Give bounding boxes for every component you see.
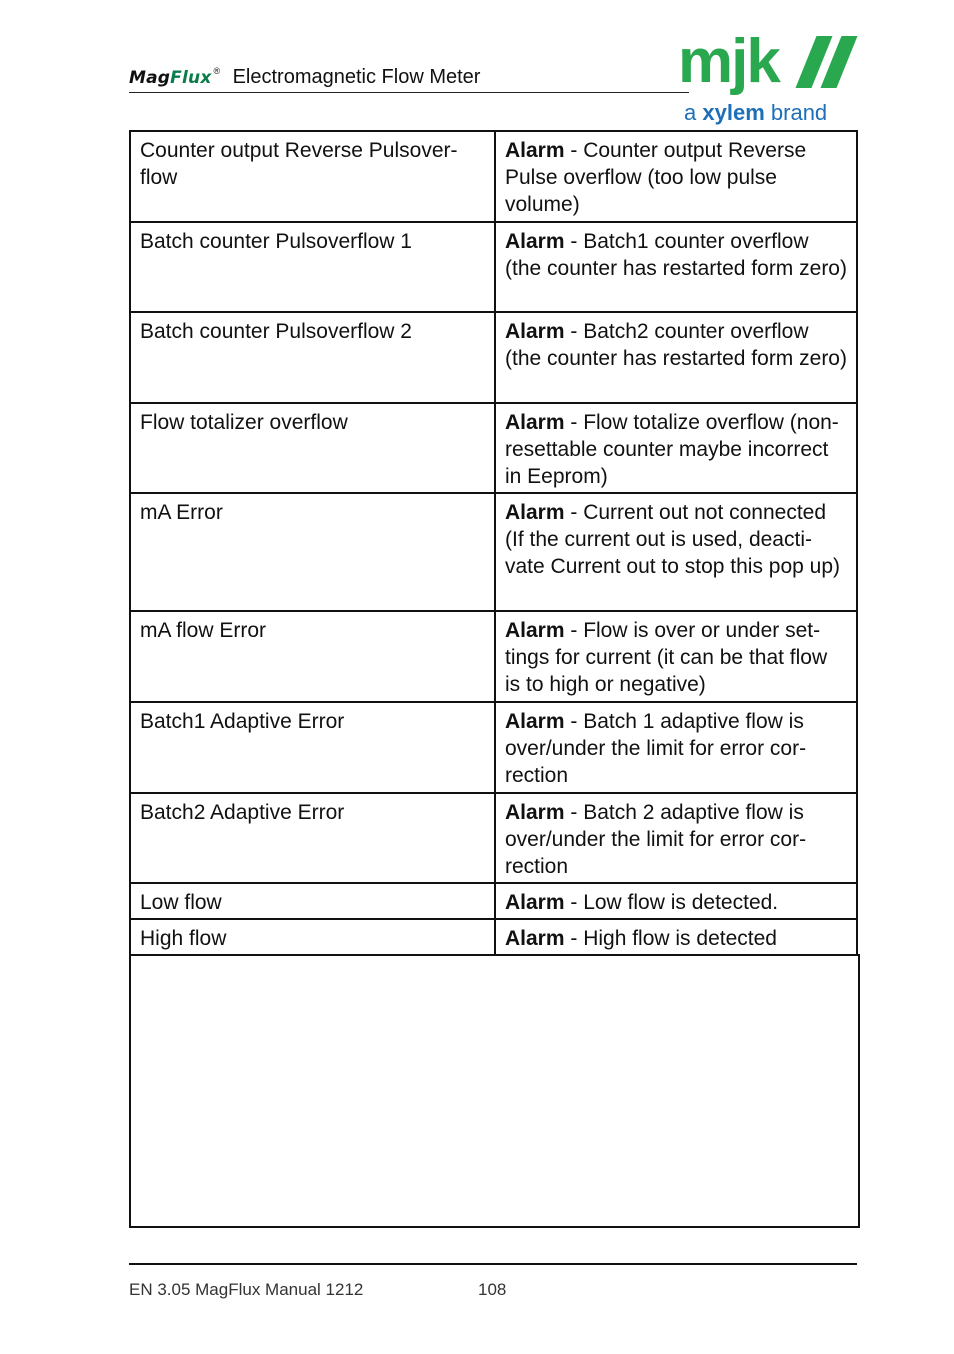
alarm-desc-cell — [495, 493, 857, 611]
table-row — [130, 793, 857, 883]
alarm-table-body — [130, 131, 857, 955]
alarm-name-cell: Batch counter Pulsoverflow 2 — [130, 312, 495, 403]
alarm-label: Alarm — [505, 230, 565, 253]
footer-document-id: EN 3.05 MagFlux Manual 1212 — [129, 1280, 364, 1299]
table-row — [130, 403, 857, 493]
alarm-label: Alarm — [505, 801, 565, 824]
tagline-brand: brand — [770, 100, 828, 125]
alarm-desc-cell — [495, 131, 857, 222]
alarm-desc-cell — [495, 702, 857, 793]
tagline-a: a — [684, 100, 697, 125]
alarm-name-cell: Flow totalizer overflow — [130, 403, 495, 493]
alarm-desc-cell — [495, 222, 857, 312]
alarm-desc-cell — [495, 883, 857, 919]
alarm-label: Alarm — [505, 710, 565, 733]
wordmark-mag: Mag — [129, 68, 171, 88]
alarm-name-cell: mA Error — [130, 493, 495, 611]
alarm-description: - Batch 2 adaptive flow is over/under the limit for error cor-rection — [505, 801, 807, 878]
table-row — [130, 493, 857, 611]
alarm-name-cell: Batch2 Adaptive Error — [130, 793, 495, 883]
mjk-xylem-logo — [678, 27, 858, 128]
alarm-label: Alarm — [505, 320, 565, 343]
alarm-desc-cell — [495, 793, 857, 883]
alarm-label: Alarm — [505, 411, 565, 434]
alarm-desc-cell — [495, 403, 857, 493]
table-row — [130, 611, 857, 702]
alarm-description: - Counter output Reverse Pulse overflow (too low pulse volume) — [505, 139, 807, 216]
alarm-description: - Batch2 counter overflow (the counter has restarted form zero) — [505, 320, 847, 370]
alarm-table — [129, 130, 858, 956]
alarm-label: Alarm — [505, 927, 565, 950]
alarm-description: - Flow is over or under set-tings for current (it can be that flow is to high or negative) — [505, 619, 828, 696]
magflux-wordmark — [129, 68, 211, 88]
empty-table-area — [129, 954, 860, 1228]
wordmark-flux: Flux — [170, 68, 212, 88]
header-brand-line — [129, 66, 480, 89]
alarm-description: - Low flow is detected. — [564, 891, 779, 914]
logo-tagline — [684, 100, 827, 126]
table-row — [130, 702, 857, 793]
alarm-label: Alarm — [505, 619, 565, 642]
alarm-label: Alarm — [505, 139, 565, 162]
table-row — [130, 131, 857, 222]
alarm-name-cell: mA flow Error — [130, 611, 495, 702]
logo-mjk-letters: mjk — [678, 27, 779, 96]
alarm-description: - Batch1 counter overflow (the counter has restarted form zero) — [505, 230, 847, 280]
alarm-description: - Batch 1 adaptive flow is over/under the limit for error cor-rection — [505, 710, 807, 787]
alarm-desc-cell — [495, 611, 857, 702]
alarm-name-cell: High flow — [130, 919, 495, 955]
table-row — [130, 883, 857, 919]
alarm-desc-cell — [495, 919, 857, 955]
alarm-label: Alarm — [505, 501, 565, 524]
alarm-name-cell: Counter output Reverse Pulsover-flow — [130, 131, 495, 222]
table-row — [130, 919, 857, 955]
header-rule — [129, 92, 689, 93]
alarm-description: - Flow totalize overflow (non-resettable counter maybe incorrect in Eeprom) — [505, 411, 839, 488]
footer-rule — [129, 1263, 857, 1265]
alarm-description: - High flow is detected — [564, 927, 777, 950]
alarm-desc-cell — [495, 312, 857, 403]
page-number: 108 — [478, 1280, 507, 1299]
tagline-xylem: xylem — [702, 100, 765, 125]
table-row — [130, 222, 857, 312]
alarm-name-cell: Low flow — [130, 883, 495, 919]
registered-mark: ® — [213, 66, 221, 76]
header-title: Electromagnetic Flow Meter — [232, 66, 481, 88]
alarm-name-cell: Batch counter Pulsoverflow 1 — [130, 222, 495, 312]
alarm-label: Alarm — [505, 891, 565, 914]
alarm-name-cell: Batch1 Adaptive Error — [130, 702, 495, 793]
alarm-description: - Current out not connected (If the current out is used, deacti-vate Current out to stop this pop up) — [505, 501, 841, 578]
table-row — [130, 312, 857, 403]
